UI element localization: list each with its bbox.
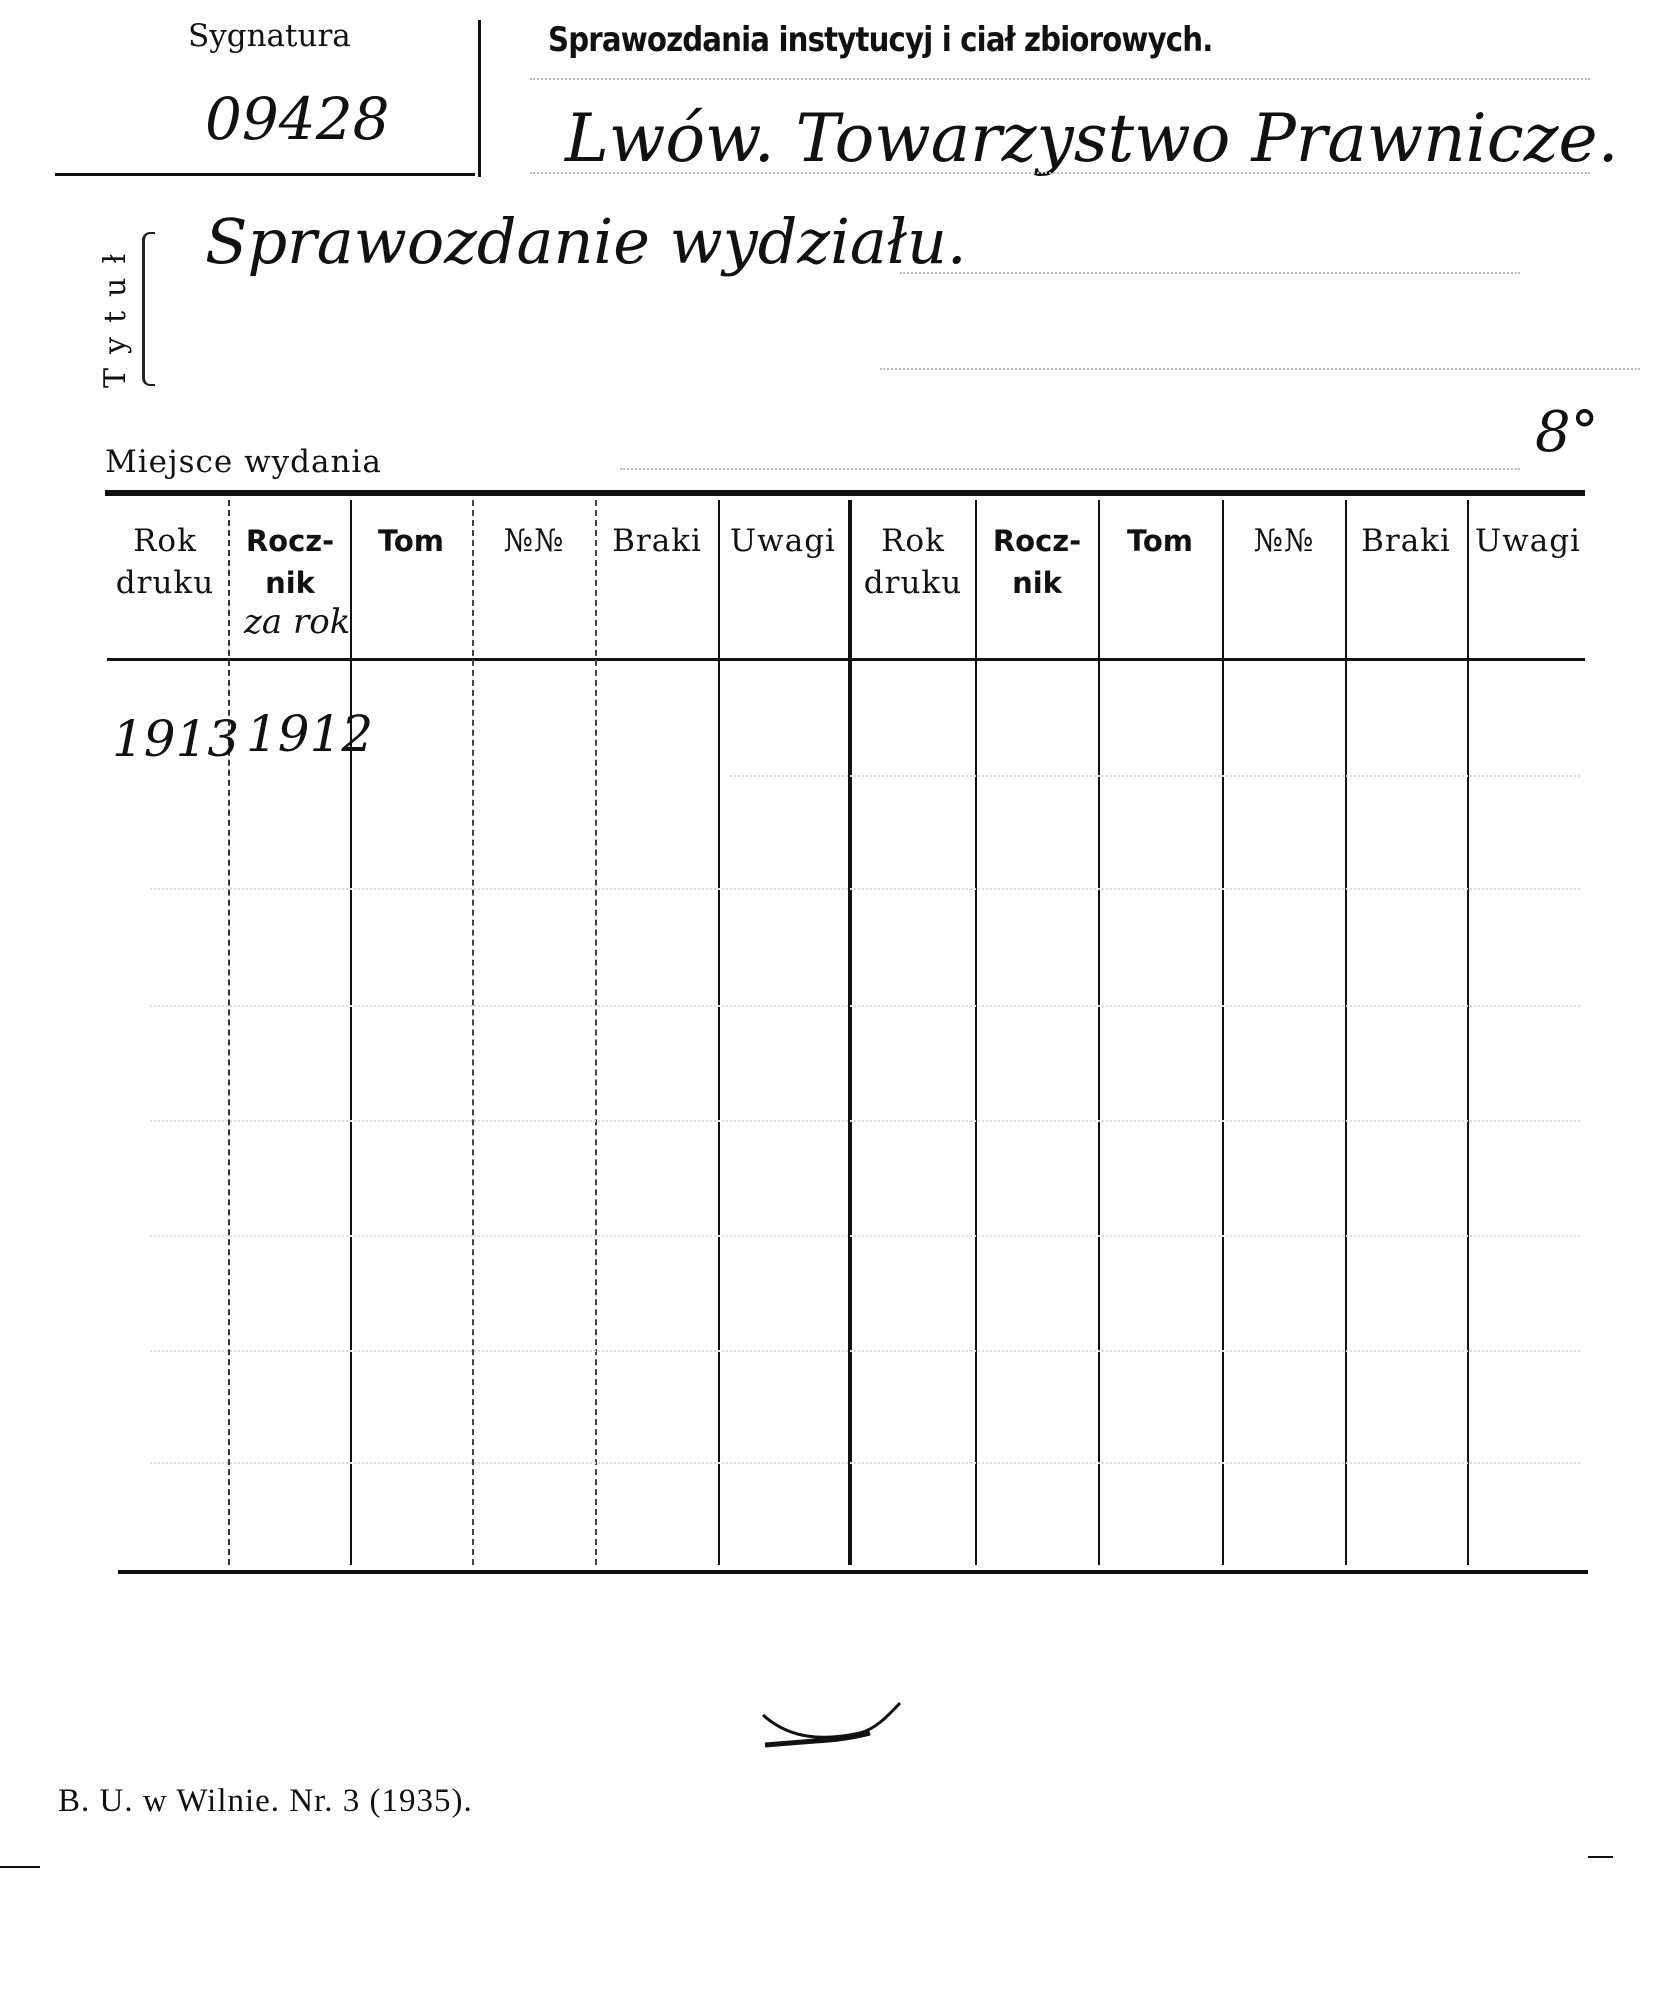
header-rok-druku-left: Rok druku xyxy=(115,523,215,601)
table-top-rule xyxy=(105,490,1585,496)
title-label: Tytuł xyxy=(98,239,133,388)
col-line-11 xyxy=(1467,500,1469,1565)
header-rocznik-note: za rok xyxy=(244,602,351,642)
header-numery-left: №№ xyxy=(503,523,565,559)
table-row-1-rok-druku: 1913 xyxy=(112,710,240,768)
place-label: Miejsce wydania xyxy=(105,444,382,480)
category-dotted-line xyxy=(530,78,1590,80)
col-line-center xyxy=(848,500,852,1565)
title-dotted-line-2 xyxy=(880,368,1640,370)
footer-imprint: B. U. w Wilnie. Nr. 3 (1935). xyxy=(58,1783,473,1819)
row-guide-7 xyxy=(150,1462,1580,1464)
author-dotted-line xyxy=(530,172,1590,174)
row-guide-1 xyxy=(730,775,1580,777)
row-guide-5 xyxy=(150,1235,1580,1237)
col-line-10 xyxy=(1345,500,1347,1565)
category-heading: Sprawozdania instytucyj i ciał zbiorowych. xyxy=(548,20,1213,60)
row-guide-2 xyxy=(150,888,1580,890)
col-line-2 xyxy=(350,500,352,1565)
col-line-3 xyxy=(472,500,474,1565)
place-dotted-line xyxy=(620,468,1520,470)
header-braki-left: Braki xyxy=(612,523,702,559)
ink-flourish xyxy=(755,1695,905,1760)
author-line: Lwów. Towarzystwo Prawnicze. xyxy=(565,100,1619,177)
title-dotted-line-1 xyxy=(900,272,1520,274)
header-braki-right: Braki xyxy=(1361,523,1451,559)
row-guide-4 xyxy=(150,1120,1580,1122)
title-value: Sprawozdanie wydziału. xyxy=(205,205,967,278)
title-bracket xyxy=(142,232,155,386)
col-line-9 xyxy=(1222,500,1224,1565)
col-line-1 xyxy=(228,500,230,1565)
header-uwagi-right: Uwagi xyxy=(1475,523,1581,559)
sygnatura-underline xyxy=(55,173,475,176)
col-line-7 xyxy=(975,500,977,1565)
header-rocznik-right: Rocz- nik xyxy=(992,524,1082,600)
sygnatura-value: 09428 xyxy=(205,85,390,153)
table-bottom-rule xyxy=(118,1570,1588,1574)
header-tom-right: Tom xyxy=(1126,524,1194,558)
header-numery-right: №№ xyxy=(1253,523,1315,559)
margin-mark-right xyxy=(1588,1856,1613,1858)
col-line-8 xyxy=(1098,500,1100,1565)
sygnatura-label: Sygnatura xyxy=(188,18,351,54)
row-guide-6 xyxy=(150,1350,1580,1352)
col-line-4 xyxy=(595,500,597,1565)
header-rok-druku-right: Rok druku xyxy=(863,523,963,601)
col-line-5 xyxy=(718,500,720,1565)
margin-mark-left xyxy=(0,1866,40,1868)
header-rocznik-left: Rocz- nik xyxy=(245,524,335,600)
table-header-rule xyxy=(107,658,1585,661)
header-uwagi-left: Uwagi xyxy=(730,523,836,559)
format-value: 8° xyxy=(1535,400,1599,465)
table-row-1-rocznik: 1912 xyxy=(246,705,374,763)
header-tom-left: Tom xyxy=(377,524,445,558)
row-guide-3 xyxy=(150,1005,1580,1007)
sygnatura-divider xyxy=(478,20,481,177)
